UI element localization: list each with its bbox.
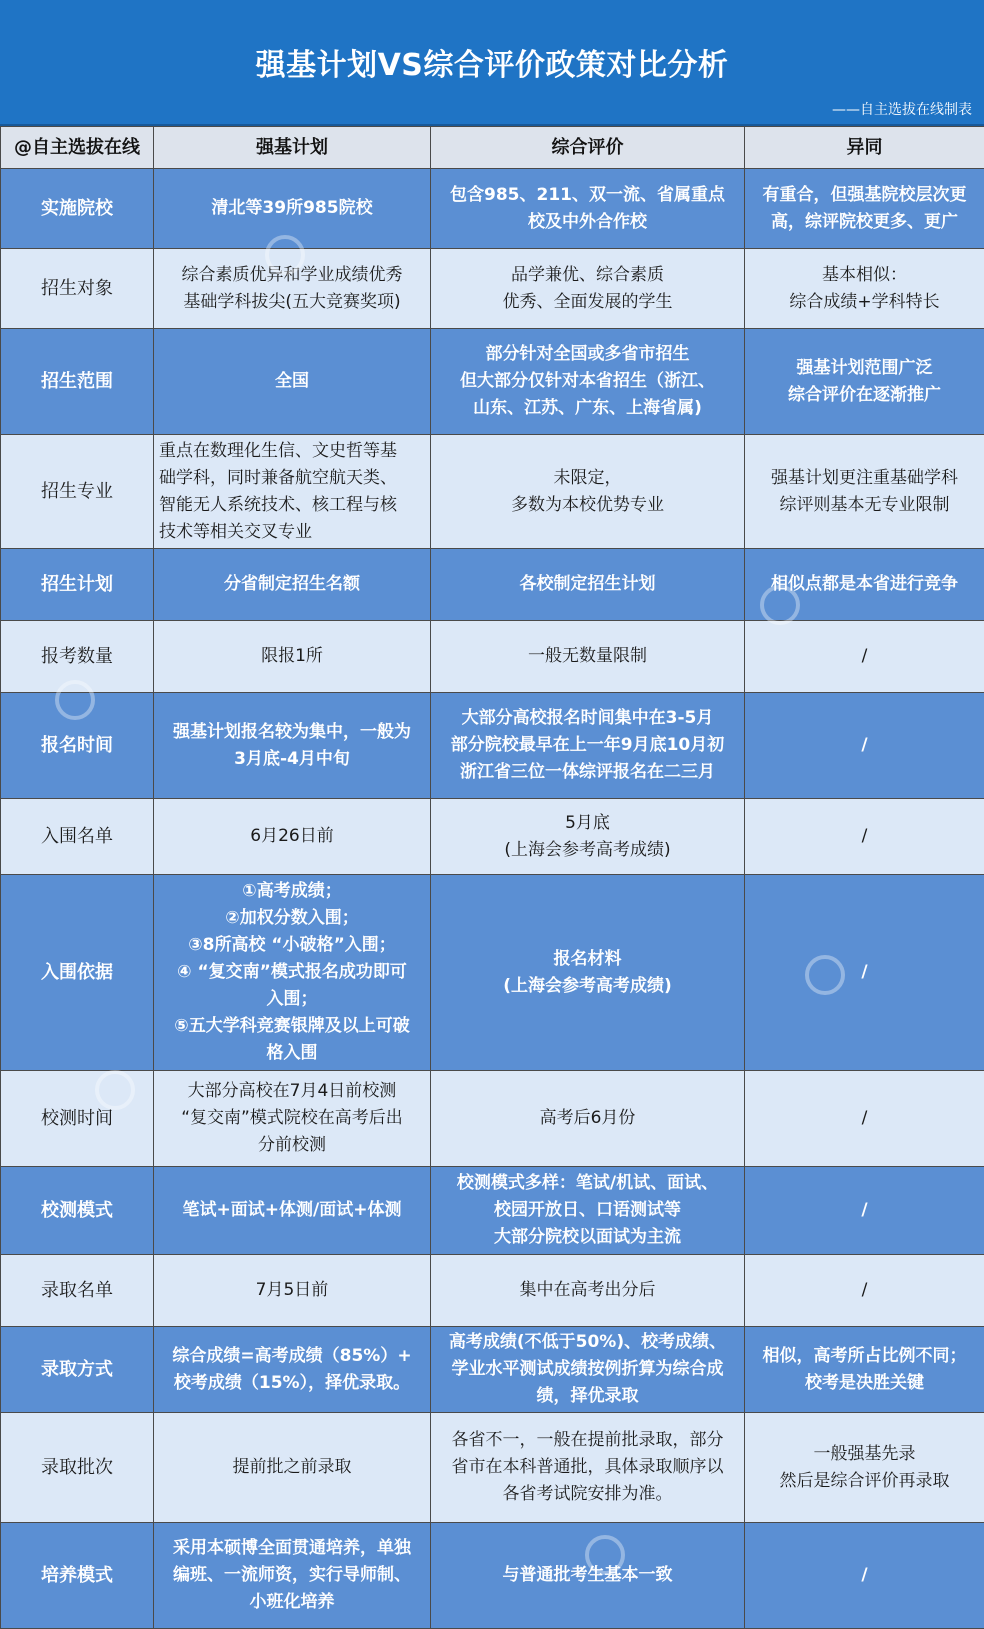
table-row bbox=[1, 1255, 984, 1327]
cell-zonghe: 高考后6月份 bbox=[431, 1071, 745, 1167]
table-row bbox=[1, 799, 984, 875]
row-label: 招生专业 bbox=[1, 435, 154, 549]
page-header bbox=[0, 0, 984, 126]
cell-zonghe: 未限定， 多数为本校优势专业 bbox=[431, 435, 745, 549]
row-label: 招生对象 bbox=[1, 249, 154, 329]
cell-qiangji: 清北等39所985院校 bbox=[154, 169, 431, 249]
column-header-qiangji: 强基计划 bbox=[154, 127, 431, 169]
cell-diff: / bbox=[745, 621, 984, 693]
row-label: 培养模式 bbox=[1, 1523, 154, 1629]
cell-diff: / bbox=[745, 1167, 984, 1255]
table-row bbox=[1, 1071, 984, 1167]
cell-diff: 相似，高考所占比例不同； 校考是决胜关键 bbox=[745, 1327, 984, 1413]
row-label: 报考数量 bbox=[1, 621, 154, 693]
table-row bbox=[1, 249, 984, 329]
table-row bbox=[1, 435, 984, 549]
table-row bbox=[1, 1413, 984, 1523]
cell-qiangji: 大部分高校在7月4日前校测 “复交南”模式院校在高考后出 分前校测 bbox=[154, 1071, 431, 1167]
cell-zonghe: 校测模式多样：笔试/机试、面试、 校园开放日、口语测试等 大部分院校以面试为主流 bbox=[431, 1167, 745, 1255]
cell-zonghe: 品学兼优、综合素质 优秀、全面发展的学生 bbox=[431, 249, 745, 329]
cell-zonghe: 5月底 (上海会参考高考成绩) bbox=[431, 799, 745, 875]
row-label: 招生范围 bbox=[1, 329, 154, 435]
cell-qiangji: 重点在数理化生信、文史哲等基 础学科，同时兼备航空航天类、 智能无人系统技术、核工程与核 技术等相关交叉专业 bbox=[154, 435, 431, 549]
row-label: 录取批次 bbox=[1, 1413, 154, 1523]
table-row bbox=[1, 693, 984, 799]
page-title: 强基计划VS综合评价政策对比分析 bbox=[0, 40, 984, 84]
cell-zonghe: 一般无数量限制 bbox=[431, 621, 745, 693]
cell-qiangji: 6月26日前 bbox=[154, 799, 431, 875]
row-label: 录取方式 bbox=[1, 1327, 154, 1413]
cell-diff: 基本相似： 综合成绩+学科特长 bbox=[745, 249, 984, 329]
cell-qiangji: 强基计划报名较为集中，一般为 3月底-4月中旬 bbox=[154, 693, 431, 799]
cell-qiangji: 分省制定招生名额 bbox=[154, 549, 431, 621]
cell-diff: / bbox=[745, 1255, 984, 1327]
table-header-row bbox=[1, 127, 984, 169]
column-header-source: @自主选拔在线 bbox=[1, 127, 154, 169]
cell-diff: / bbox=[745, 693, 984, 799]
cell-zonghe: 高考成绩(不低于50%)、校考成绩、 学业水平测试成绩按例折算为综合成 绩，择优录取 bbox=[431, 1327, 745, 1413]
row-label: 校测时间 bbox=[1, 1071, 154, 1167]
cell-qiangji: 7月5日前 bbox=[154, 1255, 431, 1327]
cell-diff: 相似点都是本省进行竞争 bbox=[745, 549, 984, 621]
row-label: 报名时间 bbox=[1, 693, 154, 799]
cell-diff: / bbox=[745, 875, 984, 1071]
cell-qiangji: 提前批之前录取 bbox=[154, 1413, 431, 1523]
table-row bbox=[1, 1523, 984, 1629]
cell-zonghe: 报名材料 (上海会参考高考成绩) bbox=[431, 875, 745, 1071]
credit-line: ——自主选拔在线制表 bbox=[832, 99, 972, 119]
cell-diff: 强基计划范围广泛 综合评价在逐渐推广 bbox=[745, 329, 984, 435]
table-row bbox=[1, 169, 984, 249]
cell-diff: 有重合，但强基院校层次更 高，综评院校更多、更广 bbox=[745, 169, 984, 249]
cell-qiangji: 采用本硕博全面贯通培养，单独 编班、一流师资，实行导师制、 小班化培养 bbox=[154, 1523, 431, 1629]
row-label: 入围依据 bbox=[1, 875, 154, 1071]
table-row bbox=[1, 875, 984, 1071]
cell-zonghe: 各省不一，一般在提前批录取，部分 省市在本科普通批，具体录取顺序以 各省考试院安排为准。 bbox=[431, 1413, 745, 1523]
cell-zonghe: 与普通批考生基本一致 bbox=[431, 1523, 745, 1629]
column-header-diff: 异同 bbox=[745, 127, 984, 169]
row-label: 招生计划 bbox=[1, 549, 154, 621]
cell-qiangji: 全国 bbox=[154, 329, 431, 435]
cell-qiangji: 限报1所 bbox=[154, 621, 431, 693]
cell-zonghe: 各校制定招生计划 bbox=[431, 549, 745, 621]
table-row bbox=[1, 621, 984, 693]
cell-zonghe: 包含985、211、双一流、省属重点 校及中外合作校 bbox=[431, 169, 745, 249]
cell-diff: / bbox=[745, 1071, 984, 1167]
table-row bbox=[1, 329, 984, 435]
cell-qiangji: 笔试+面试+体测/面试+体测 bbox=[154, 1167, 431, 1255]
row-label: 入围名单 bbox=[1, 799, 154, 875]
row-label: 校测模式 bbox=[1, 1167, 154, 1255]
comparison-table bbox=[0, 126, 984, 1629]
row-label: 实施院校 bbox=[1, 169, 154, 249]
cell-qiangji: ①高考成绩； ②加权分数入围； ③8所高校 “小破格”入围； ④ “复交南”模式报名成功即可 入围； ⑤五大学科竞赛银牌及以上可破 格入围 bbox=[154, 875, 431, 1071]
column-header-zonghe: 综合评价 bbox=[431, 127, 745, 169]
table-row bbox=[1, 1167, 984, 1255]
cell-qiangji: 综合成绩=高考成绩（85%）+ 校考成绩（15%），择优录取。 bbox=[154, 1327, 431, 1413]
cell-diff: / bbox=[745, 1523, 984, 1629]
cell-zonghe: 集中在高考出分后 bbox=[431, 1255, 745, 1327]
cell-zonghe: 大部分高校报名时间集中在3-5月 部分院校最早在上一年9月底10月初 浙江省三位一体综评报名在二三月 bbox=[431, 693, 745, 799]
cell-diff: 一般强基先录 然后是综合评价再录取 bbox=[745, 1413, 984, 1523]
cell-diff: 强基计划更注重基础学科 综评则基本无专业限制 bbox=[745, 435, 984, 549]
cell-diff: / bbox=[745, 799, 984, 875]
cell-zonghe: 部分针对全国或多省市招生 但大部分仅针对本省招生（浙江、 山东、江苏、广东、上海省属) bbox=[431, 329, 745, 435]
table-row bbox=[1, 549, 984, 621]
cell-qiangji: 综合素质优异和学业成绩优秀 基础学科拔尖(五大竞赛奖项) bbox=[154, 249, 431, 329]
row-label: 录取名单 bbox=[1, 1255, 154, 1327]
table-row bbox=[1, 1327, 984, 1413]
